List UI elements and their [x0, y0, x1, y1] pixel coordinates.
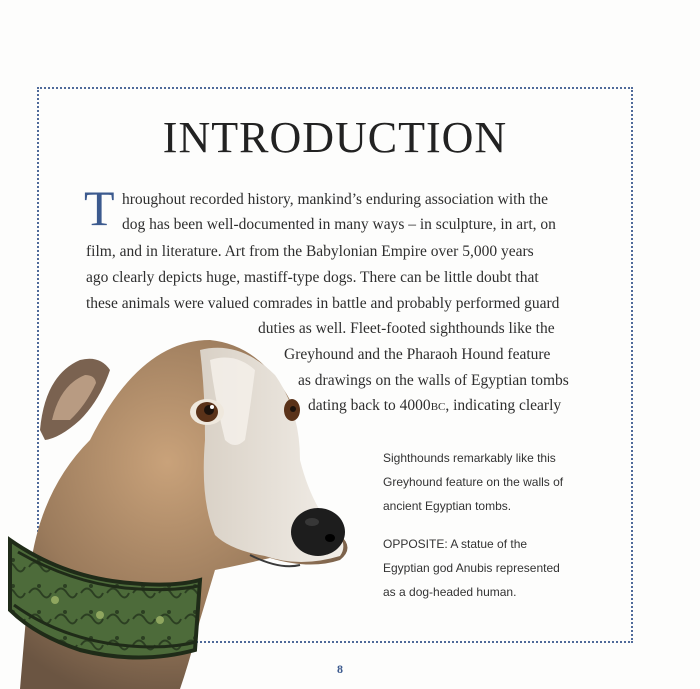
body-line-6: duties as well. Fleet-footed sighthounds like the: [258, 320, 555, 337]
body-line-9-start: dating back to 4000: [308, 397, 431, 414]
body-line-8: as drawings on the walls of Egyptian tombs: [298, 372, 569, 389]
greyhound-photo: [0, 320, 360, 689]
page-title: INTRODUCTION: [162, 113, 508, 162]
caption-line-1: Sighthounds remarkably like this: [383, 451, 556, 465]
body-line-9-end: , indicating clearly: [445, 397, 562, 414]
caption-line-3: ancient Egyptian tombs.: [383, 499, 512, 513]
body-line-3: film, and in literature. Art from the Babylonian Empire over 5,000 years: [86, 243, 534, 260]
body-line-1: hroughout recorded history, mankind’s enduring association with the: [122, 191, 549, 208]
caption-line-6: as a dog-headed human.: [383, 585, 517, 599]
caption-line-5: Egyptian god Anubis represented: [383, 561, 560, 575]
body-line-9-era: BC: [430, 401, 446, 413]
body-line-7: Greyhound and the Pharaoh Hound feature: [284, 346, 551, 363]
caption-line-4: OPPOSITE: A statue of the: [383, 537, 528, 551]
body-line-2: dog has been well-documented in many ways – in sculpture, in art, on: [122, 216, 556, 233]
caption-line-2: Greyhound feature on the walls of: [383, 475, 564, 489]
drop-cap: T: [84, 180, 115, 236]
body-line-5: these animals were valued comrades in battle and probably performed guard: [86, 295, 560, 312]
page-number: 8: [337, 662, 343, 676]
body-line-4: ago clearly depicts huge, mastiff-type dogs. There can be little doubt that: [86, 269, 539, 286]
